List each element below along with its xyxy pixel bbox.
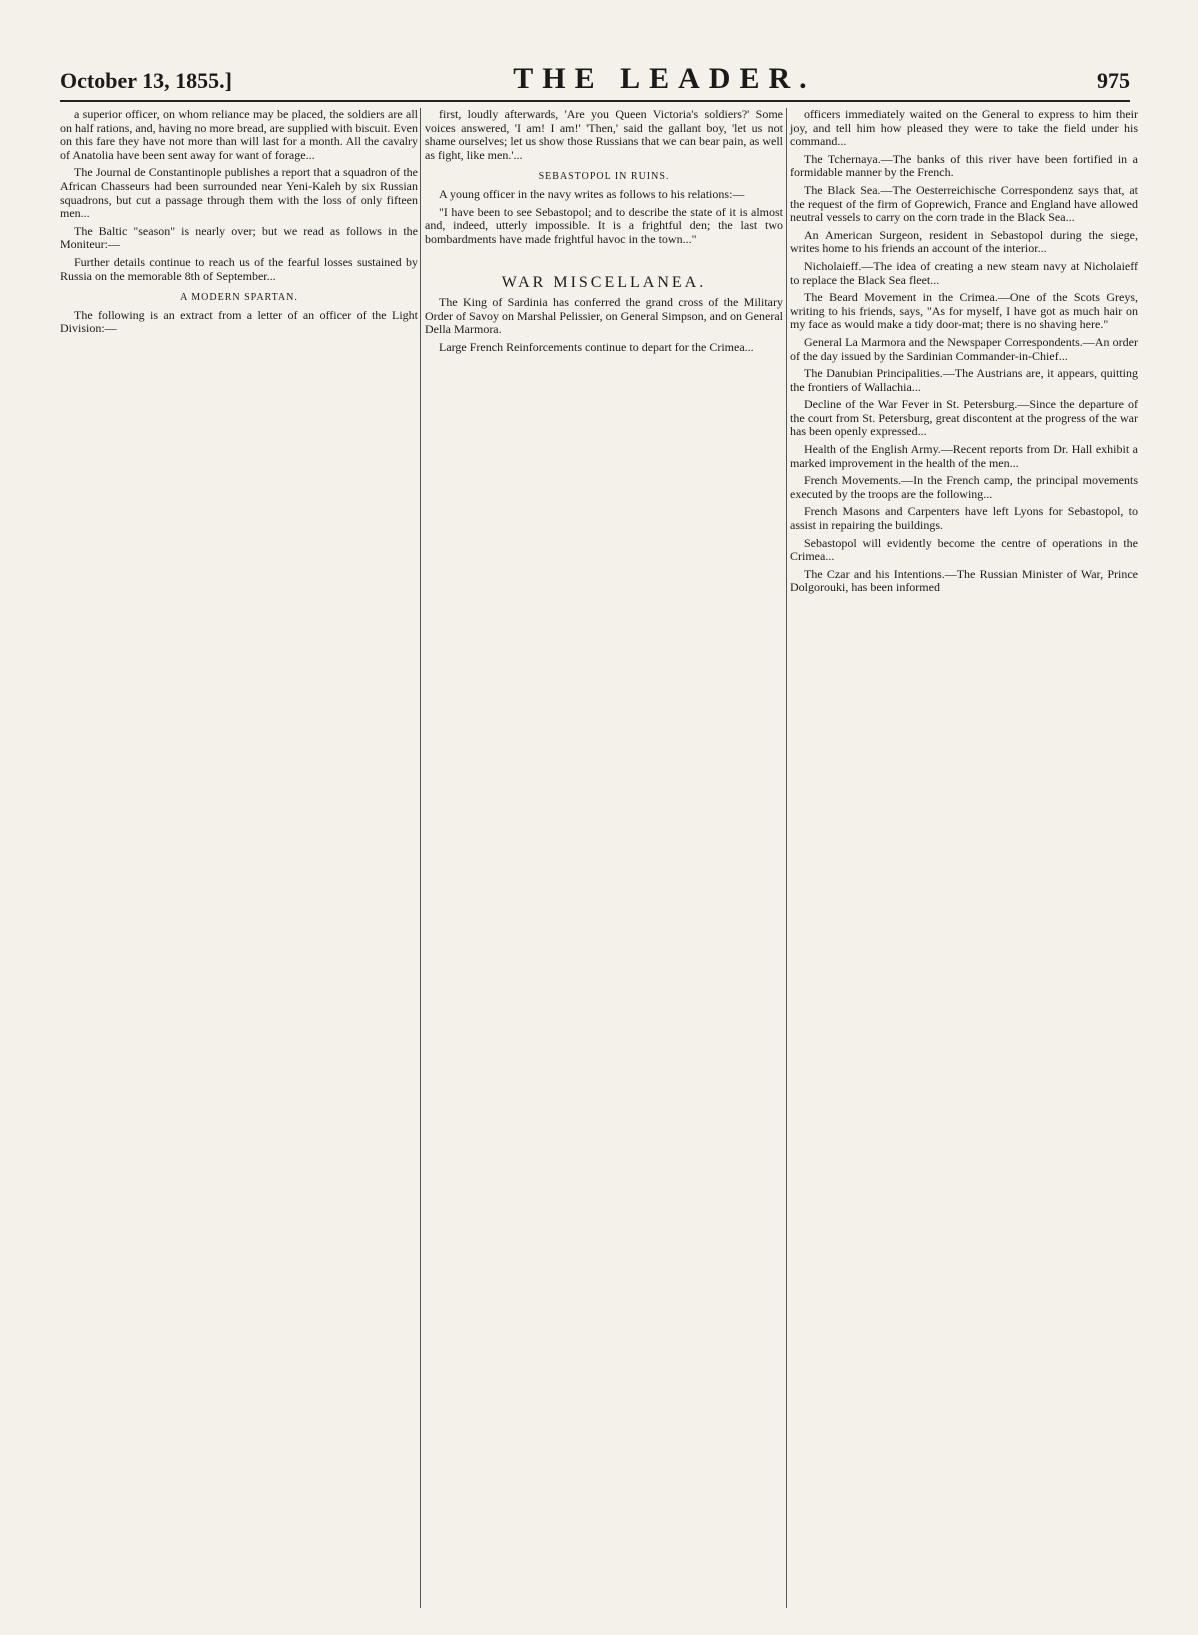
subheading: SEBASTOPOL IN RUINS. xyxy=(538,171,670,183)
masthead xyxy=(60,62,1130,96)
paragraph: Further details continue to reach us of the fearful losses sustained by Russia on the memorable 8th of September... xyxy=(60,254,418,283)
subheading: A MODERN SPARTAN. xyxy=(180,292,298,304)
column-1 xyxy=(60,108,418,340)
paragraph: French Movements.—In the French camp, the principal movements executed by the troops are the following... xyxy=(790,473,1138,501)
paragraph: first, loudly afterwards, 'Are you Queen Victoria's soldiers?' Some voices answered, 'I am! I am!' 'Then,' said the gallant boy, 'let us not shame ourselves; let us show those Russians that we can bear pain, as well as fight, like men.'... xyxy=(425,107,783,162)
paragraph: The Czar and his Intentions.—The Russian Minister of War, Prince Dolgorouki, has been informed xyxy=(790,566,1138,595)
newspaper-title: THE LEADER. xyxy=(513,62,816,95)
paragraph: An American Surgeon, resident in Sebastopol during the siege, writes home to his friends an account of the interior... xyxy=(790,227,1138,256)
paragraph: The King of Sardinia has conferred the grand cross of the Military Order of Savoy on Marshal Pelissier, on General Simpson, and on General Della Marmora. xyxy=(425,294,783,337)
paragraph: A young officer in the navy writes as follows to his relations:— xyxy=(439,186,745,201)
paragraph: officers immediately waited on the General to express to him their joy, and tell him how pleased they were to take the field under his command... xyxy=(790,107,1138,149)
issue-date: October 13, 1855.] xyxy=(60,68,232,93)
paragraph: The Beard Movement in the Crimea.—One of the Scots Greys, writing to his friends, says, "As for myself, I have got as much hair on my face as would make a tidy door-mat; there is no shaving here." xyxy=(790,290,1138,332)
paragraph: French Masons and Carpenters have left Lyons for Sebastopol, to assist in repairing the buildings. xyxy=(790,504,1138,533)
paragraph: The Black Sea.—The Oesterreichische Correspondenz says that, at the request of the firm of Goprewich, France and England have allowed neutral vessels to carry on the corn trade in the Black Sea... xyxy=(790,182,1138,225)
masthead-rule xyxy=(60,100,1130,102)
paragraph: Nicholaieff.—The idea of creating a new steam navy at Nicholaieff to replace the Black Sea fleet... xyxy=(790,258,1138,287)
column-3 xyxy=(790,108,1138,599)
paragraph: The Journal de Constantinople publishes a report that a squadron of the African Chasseurs had been surrounded near Yeni-Kaleh by six Russian squadrons, but cut a passage through them with the loss of only fifteen men... xyxy=(60,165,418,221)
paragraph: "I have been to see Sebastopol; and to describe the state of it is almost and, indeed, utterly impossible. It is a frightful den; the last two bombardments have made frightful havoc in the town..." xyxy=(425,204,783,246)
paragraph: Health of the English Army.—Recent reports from Dr. Hall exhibit a marked improvement in the health of the men... xyxy=(790,442,1138,470)
paragraph: Large French Reinforcements continue to depart for the Crimea... xyxy=(439,339,754,354)
column-divider xyxy=(420,108,421,1608)
paragraph: Decline of the War Fever in St. Petersburg.—Since the departure of the court from St. Petersburg, great discontent at the progress of the war has been openly expressed... xyxy=(790,397,1138,439)
page-number: 975 xyxy=(1096,68,1130,93)
paragraph: The Baltic "season" is nearly over; but we read as follows in the Moniteur:— xyxy=(60,223,418,252)
paragraph: a superior officer, on whom reliance may be placed, the soldiers are all on half rations, and, having no more bread, are supplied with biscuit. Even on this fare they have not more than will last for a month. All the cavalry of Anatolia have been sent away for want of forage... xyxy=(60,107,418,162)
paragraph: General La Marmora and the Newspaper Correspondents.—An order of the day issued by the Sardinian Commander-in-Chief... xyxy=(790,334,1138,363)
paragraph: The Danubian Principalities.—The Austrians are, it appears, quitting the frontiers of Wallachia... xyxy=(790,366,1138,394)
column-2 xyxy=(425,108,783,358)
paragraph: The Tchernaya.—The banks of this river have been fortified in a formidable manner by the French. xyxy=(790,151,1138,180)
column-divider xyxy=(786,108,787,1608)
paragraph: Sebastopol will evidently become the centre of operations in the Crimea... xyxy=(790,535,1138,564)
section-heading: WAR MISCELLANEA. xyxy=(501,274,707,292)
paragraph: The following is an extract from a letter of an officer of the Light Division:— xyxy=(60,307,418,336)
